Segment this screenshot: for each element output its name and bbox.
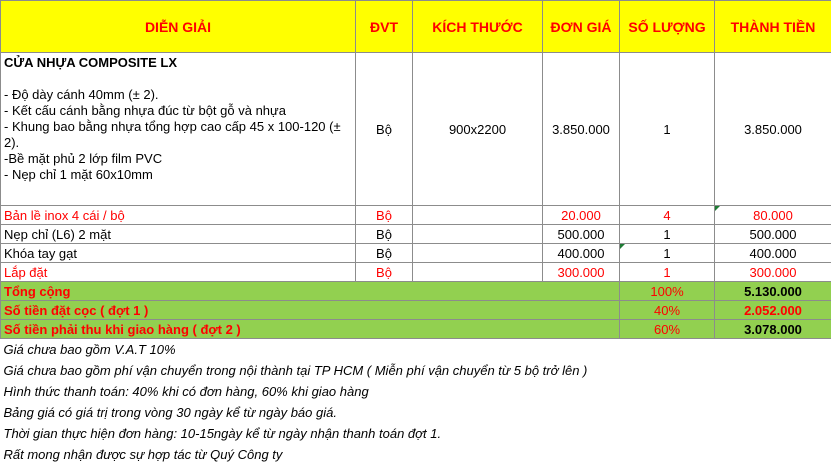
header-unit-price: ĐƠN GIÁ — [543, 1, 620, 53]
item-price: 20.000 — [543, 206, 620, 225]
header-unit: ĐVT — [356, 1, 413, 53]
summary-amount: 2.052.000 — [715, 301, 831, 320]
summary-label: Số tiền phải thu khi giao hàng ( đợt 2 ) — [1, 320, 620, 339]
note-text: Bảng giá có giá trị trong vòng 30 ngày kể từ ngày báo giá. — [3, 405, 337, 420]
header-row — [1, 1, 831, 53]
note-text: Hình thức thanh toán: 40% khi có đơn hàng, 60% khi giao hàng — [3, 384, 369, 399]
note-text: Giá chưa bao gồm V.A.T 10% — [3, 342, 176, 357]
item-price: 500.000 — [543, 225, 620, 244]
main-item-description — [1, 53, 356, 206]
item-total: 500.000 — [715, 225, 831, 244]
item-total: 80.000 — [715, 206, 831, 225]
item-total: 300.000 — [715, 263, 831, 282]
main-item-price: 3.850.000 — [543, 53, 620, 206]
item-unit: Bộ — [356, 244, 413, 263]
item-unit: Bộ — [356, 263, 413, 282]
summary-amount: 5.130.000 — [715, 282, 831, 301]
main-item-line: - Nẹp chỉ 1 mặt 60x10mm — [4, 167, 153, 182]
item-total: 400.000 — [715, 244, 831, 263]
summary-row — [1, 301, 831, 320]
note-text: Giá chưa bao gồm phí vận chuyển trong nội thành tại TP HCM ( Miễn phí vận chuyển từ 5 bộ trở lên ) — [3, 363, 588, 378]
note-row — [1, 423, 831, 444]
item-size — [413, 225, 543, 244]
note-text: Thời gian thực hiện đơn hàng: 10-15ngày kể từ ngày nhận thanh toán đợt 1. — [3, 426, 442, 441]
header-size: KÍCH THƯỚC — [413, 1, 543, 53]
summary-percent: 100% — [620, 282, 715, 301]
header-total: THÀNH TIỀN — [715, 1, 831, 53]
item-size — [413, 206, 543, 225]
table-row — [1, 263, 831, 282]
note-row — [1, 339, 831, 361]
item-description: Lắp đặt — [1, 263, 356, 282]
item-unit: Bộ — [356, 225, 413, 244]
item-qty: 1 — [620, 244, 715, 263]
item-qty: 1 — [620, 225, 715, 244]
summary-percent: 40% — [620, 301, 715, 320]
item-price: 300.000 — [543, 263, 620, 282]
header-description: DIỄN GIẢI — [1, 1, 356, 53]
item-description: Bản lề inox 4 cái / bộ — [1, 206, 356, 225]
item-description: Khóa tay gạt — [1, 244, 356, 263]
item-qty: 4 — [620, 206, 715, 225]
item-size — [413, 263, 543, 282]
summary-label: Tổng cộng — [1, 282, 620, 301]
table-row — [1, 206, 831, 225]
summary-label: Số tiền đặt cọc ( đợt 1 ) — [1, 301, 620, 320]
note-text: Rất mong nhận được sự hợp tác từ Quý Công ty — [3, 447, 283, 462]
summary-row — [1, 320, 831, 339]
main-item-line: - Độ dày cánh 40mm (± 2). — [4, 87, 159, 102]
main-item-row — [1, 53, 831, 206]
header-quantity: SỐ LƯỢNG — [620, 1, 715, 53]
summary-percent: 60% — [620, 320, 715, 339]
summary-amount: 3.078.000 — [715, 320, 831, 339]
item-qty: 1 — [620, 263, 715, 282]
summary-row — [1, 282, 831, 301]
table-row — [1, 244, 831, 263]
note-row — [1, 402, 831, 423]
main-item-line: - Khung bao bằng nhựa tổng hợp cao cấp 45 x 100-120 (± 2). — [4, 119, 341, 150]
item-size — [413, 244, 543, 263]
note-row — [1, 381, 831, 402]
item-unit: Bộ — [356, 206, 413, 225]
main-item-qty: 1 — [620, 53, 715, 206]
table-row — [1, 225, 831, 244]
item-price: 400.000 — [543, 244, 620, 263]
main-item-line: - Kết cấu cánh bằng nhựa đúc từ bột gỗ và nhựa — [4, 103, 286, 118]
main-item-unit: Bộ — [356, 53, 413, 206]
main-item-line: -Bề mặt phủ 2 lớp film PVC — [4, 151, 163, 166]
main-item-size: 900x2200 — [413, 53, 543, 206]
main-item-total: 3.850.000 — [715, 53, 831, 206]
item-description: Nẹp chỉ (L6) 2 mặt — [1, 225, 356, 244]
main-item-title: CỬA NHỰA COMPOSITE LX — [4, 55, 177, 70]
note-row — [1, 360, 831, 381]
note-row — [1, 444, 831, 465]
